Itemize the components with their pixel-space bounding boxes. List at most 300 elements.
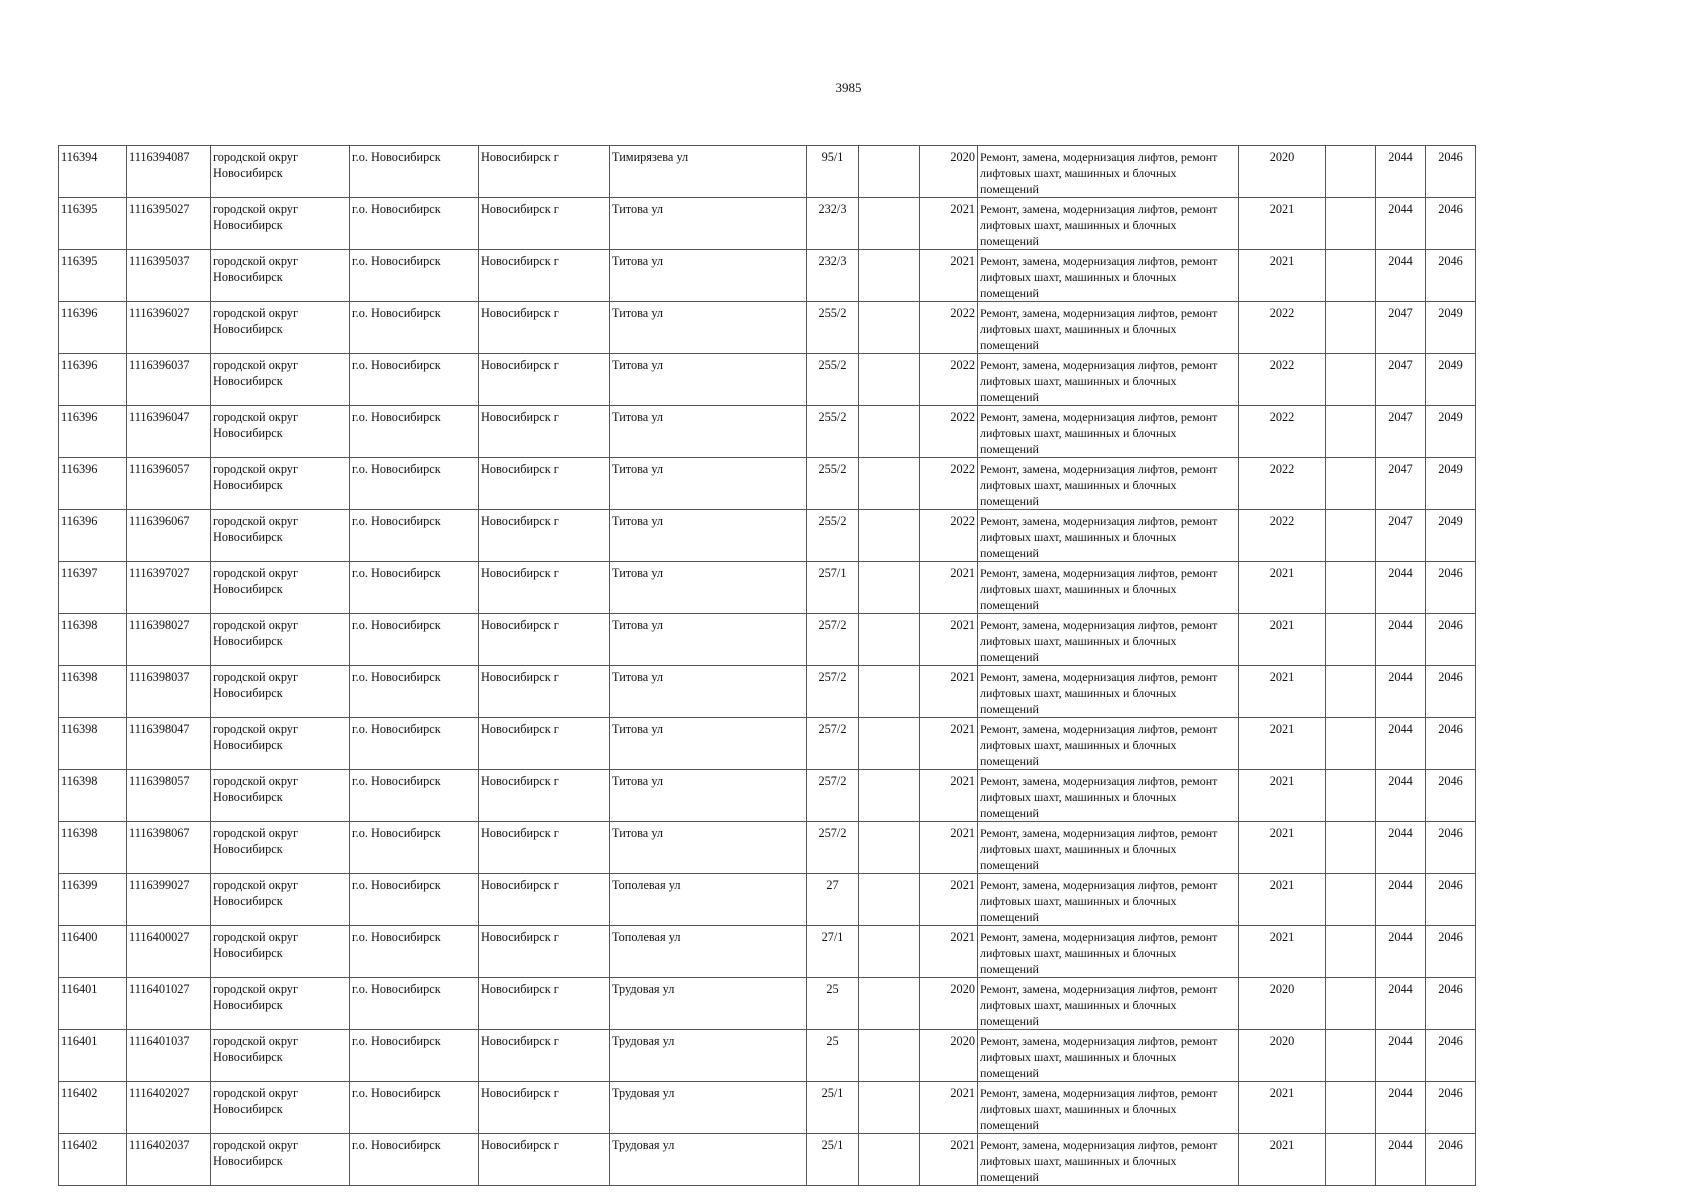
cell-district: городской округ Новосибирск: [211, 926, 350, 978]
cell-year-from: 2044: [1376, 1082, 1426, 1134]
cell-id: 116400: [59, 926, 127, 978]
cell-year: 2021: [920, 770, 978, 822]
cell-house-number: 27: [807, 874, 859, 926]
cell-year-to: 2046: [1426, 874, 1476, 926]
cell-id: 116397: [59, 562, 127, 614]
cell-house-number: 255/2: [807, 510, 859, 562]
cell-house-number: 25/1: [807, 1134, 859, 1186]
table-row: [59, 354, 1476, 406]
cell-settlement: Новосибирск г: [479, 926, 610, 978]
cell-year-to: 2049: [1426, 354, 1476, 406]
cell-settlement: Новосибирск г: [479, 666, 610, 718]
cell-work-type: Ремонт, замена, модернизация лифтов, ремонт лифтовых шахт, машинных и блочных помещений: [978, 354, 1239, 406]
cell-year-from: 2044: [1376, 250, 1426, 302]
cell-id: 116398: [59, 666, 127, 718]
cell-house-number: 95/1: [807, 146, 859, 198]
registry-table: [58, 145, 1476, 1186]
cell-district: городской округ Новосибирск: [211, 874, 350, 926]
table-row: [59, 146, 1476, 198]
cell-work-type: Ремонт, замена, модернизация лифтов, ремонт лифтовых шахт, машинных и блочных помещений: [978, 302, 1239, 354]
cell-municipality: г.о. Новосибирск: [350, 1134, 479, 1186]
cell-house-number: 25: [807, 1030, 859, 1082]
cell-code: 1116402027: [127, 1082, 211, 1134]
cell-street: Титова ул: [610, 562, 807, 614]
cell-blank: [859, 874, 920, 926]
cell-work-type: Ремонт, замена, модернизация лифтов, ремонт лифтовых шахт, машинных и блочных помещений: [978, 822, 1239, 874]
cell-code: 1116394087: [127, 146, 211, 198]
cell-municipality: г.о. Новосибирск: [350, 406, 479, 458]
cell-plan-year: 2021: [1239, 562, 1326, 614]
cell-municipality: г.о. Новосибирск: [350, 354, 479, 406]
cell-code: 1116398067: [127, 822, 211, 874]
cell-id: 116398: [59, 770, 127, 822]
cell-blank: [859, 614, 920, 666]
cell-settlement: Новосибирск г: [479, 146, 610, 198]
cell-plan-year: 2021: [1239, 1082, 1326, 1134]
cell-street: Трудовая ул: [610, 1134, 807, 1186]
cell-municipality: г.о. Новосибирск: [350, 250, 479, 302]
cell-year-to: 2046: [1426, 666, 1476, 718]
table-row: [59, 1134, 1476, 1186]
cell-house-number: 255/2: [807, 406, 859, 458]
cell-year-from: 2044: [1376, 874, 1426, 926]
cell-blank: [1326, 718, 1376, 770]
cell-settlement: Новосибирск г: [479, 458, 610, 510]
cell-year-from: 2044: [1376, 146, 1426, 198]
cell-street: Титова ул: [610, 198, 807, 250]
cell-year-from: 2044: [1376, 666, 1426, 718]
cell-year: 2022: [920, 458, 978, 510]
cell-district: городской округ Новосибирск: [211, 614, 350, 666]
cell-work-type: Ремонт, замена, модернизация лифтов, ремонт лифтовых шахт, машинных и блочных помещений: [978, 406, 1239, 458]
cell-blank: [859, 770, 920, 822]
cell-district: городской округ Новосибирск: [211, 1134, 350, 1186]
cell-year: 2021: [920, 1134, 978, 1186]
cell-year-to: 2046: [1426, 822, 1476, 874]
table-row: [59, 666, 1476, 718]
cell-blank: [1326, 978, 1376, 1030]
cell-street: Тополевая ул: [610, 874, 807, 926]
cell-settlement: Новосибирск г: [479, 874, 610, 926]
cell-work-type: Ремонт, замена, модернизация лифтов, ремонт лифтовых шахт, машинных и блочных помещений: [978, 614, 1239, 666]
cell-id: 116401: [59, 978, 127, 1030]
cell-plan-year: 2022: [1239, 458, 1326, 510]
cell-code: 1116399027: [127, 874, 211, 926]
cell-year: 2021: [920, 926, 978, 978]
cell-year-from: 2047: [1376, 354, 1426, 406]
cell-blank: [1326, 562, 1376, 614]
cell-house-number: 27/1: [807, 926, 859, 978]
cell-blank: [1326, 1030, 1376, 1082]
cell-municipality: г.о. Новосибирск: [350, 978, 479, 1030]
table-row: [59, 770, 1476, 822]
cell-year-from: 2047: [1376, 510, 1426, 562]
cell-settlement: Новосибирск г: [479, 822, 610, 874]
cell-year-from: 2044: [1376, 198, 1426, 250]
cell-blank: [1326, 1134, 1376, 1186]
cell-street: Титова ул: [610, 510, 807, 562]
cell-year-to: 2046: [1426, 250, 1476, 302]
cell-house-number: 257/1: [807, 562, 859, 614]
cell-house-number: 255/2: [807, 302, 859, 354]
cell-year-from: 2047: [1376, 406, 1426, 458]
cell-house-number: 257/2: [807, 614, 859, 666]
cell-street: Трудовая ул: [610, 978, 807, 1030]
cell-plan-year: 2021: [1239, 666, 1326, 718]
page-number: 3985: [835, 80, 862, 95]
cell-year-from: 2044: [1376, 718, 1426, 770]
cell-plan-year: 2021: [1239, 198, 1326, 250]
table-row: [59, 874, 1476, 926]
cell-code: 1116396047: [127, 406, 211, 458]
cell-settlement: Новосибирск г: [479, 250, 610, 302]
cell-year: 2022: [920, 302, 978, 354]
cell-municipality: г.о. Новосибирск: [350, 198, 479, 250]
cell-district: городской округ Новосибирск: [211, 770, 350, 822]
cell-id: 116401: [59, 1030, 127, 1082]
cell-settlement: Новосибирск г: [479, 614, 610, 666]
cell-year: 2022: [920, 510, 978, 562]
cell-municipality: г.о. Новосибирск: [350, 302, 479, 354]
cell-year-to: 2046: [1426, 198, 1476, 250]
cell-year: 2021: [920, 250, 978, 302]
cell-year: 2021: [920, 666, 978, 718]
cell-code: 1116402037: [127, 1134, 211, 1186]
cell-code: 1116398047: [127, 718, 211, 770]
cell-settlement: Новосибирск г: [479, 354, 610, 406]
cell-settlement: Новосибирск г: [479, 302, 610, 354]
cell-blank: [1326, 458, 1376, 510]
cell-year: 2020: [920, 1030, 978, 1082]
cell-plan-year: 2021: [1239, 718, 1326, 770]
cell-plan-year: 2021: [1239, 822, 1326, 874]
cell-blank: [1326, 614, 1376, 666]
cell-district: городской округ Новосибирск: [211, 458, 350, 510]
cell-blank: [859, 822, 920, 874]
cell-blank: [1326, 770, 1376, 822]
table-row: [59, 614, 1476, 666]
cell-blank: [1326, 354, 1376, 406]
cell-blank: [1326, 510, 1376, 562]
cell-district: городской округ Новосибирск: [211, 406, 350, 458]
cell-year-to: 2049: [1426, 302, 1476, 354]
table-row: [59, 406, 1476, 458]
cell-house-number: 257/2: [807, 666, 859, 718]
cell-work-type: Ремонт, замена, модернизация лифтов, ремонт лифтовых шахт, машинных и блочных помещений: [978, 718, 1239, 770]
cell-municipality: г.о. Новосибирск: [350, 562, 479, 614]
cell-plan-year: 2022: [1239, 302, 1326, 354]
cell-blank: [859, 666, 920, 718]
cell-code: 1116398057: [127, 770, 211, 822]
table-row: [59, 926, 1476, 978]
cell-street: Титова ул: [610, 458, 807, 510]
cell-municipality: г.о. Новосибирск: [350, 614, 479, 666]
cell-municipality: г.о. Новосибирск: [350, 458, 479, 510]
cell-year-from: 2047: [1376, 458, 1426, 510]
cell-code: 1116397027: [127, 562, 211, 614]
cell-street: Титова ул: [610, 302, 807, 354]
cell-house-number: 257/2: [807, 718, 859, 770]
cell-blank: [1326, 302, 1376, 354]
cell-year: 2021: [920, 562, 978, 614]
cell-year-from: 2044: [1376, 978, 1426, 1030]
table-row: [59, 1082, 1476, 1134]
table-row: [59, 822, 1476, 874]
cell-plan-year: 2022: [1239, 354, 1326, 406]
cell-code: 1116396037: [127, 354, 211, 406]
cell-id: 116396: [59, 510, 127, 562]
cell-plan-year: 2021: [1239, 770, 1326, 822]
cell-house-number: 255/2: [807, 458, 859, 510]
cell-municipality: г.о. Новосибирск: [350, 822, 479, 874]
cell-year: 2021: [920, 718, 978, 770]
cell-work-type: Ремонт, замена, модернизация лифтов, ремонт лифтовых шахт, машинных и блочных помещений: [978, 926, 1239, 978]
cell-work-type: Ремонт, замена, модернизация лифтов, ремонт лифтовых шахт, машинных и блочных помещений: [978, 510, 1239, 562]
cell-municipality: г.о. Новосибирск: [350, 146, 479, 198]
cell-year-to: 2046: [1426, 978, 1476, 1030]
cell-year-to: 2049: [1426, 510, 1476, 562]
cell-house-number: 232/3: [807, 250, 859, 302]
cell-id: 116402: [59, 1134, 127, 1186]
cell-settlement: Новосибирск г: [479, 1134, 610, 1186]
cell-year: 2021: [920, 1082, 978, 1134]
cell-street: Трудовая ул: [610, 1082, 807, 1134]
cell-code: 1116396067: [127, 510, 211, 562]
cell-year: 2020: [920, 146, 978, 198]
cell-code: 1116398027: [127, 614, 211, 666]
cell-plan-year: 2021: [1239, 250, 1326, 302]
cell-year: 2021: [920, 874, 978, 926]
cell-year: 2021: [920, 614, 978, 666]
cell-id: 116398: [59, 822, 127, 874]
cell-house-number: 255/2: [807, 354, 859, 406]
cell-blank: [859, 510, 920, 562]
cell-year-from: 2044: [1376, 562, 1426, 614]
table-row: [59, 302, 1476, 354]
cell-id: 116395: [59, 250, 127, 302]
cell-work-type: Ремонт, замена, модернизация лифтов, ремонт лифтовых шахт, машинных и блочных помещений: [978, 146, 1239, 198]
cell-municipality: г.о. Новосибирск: [350, 926, 479, 978]
cell-work-type: Ремонт, замена, модернизация лифтов, ремонт лифтовых шахт, машинных и блочных помещений: [978, 198, 1239, 250]
cell-year-from: 2044: [1376, 822, 1426, 874]
cell-district: городской округ Новосибирск: [211, 354, 350, 406]
cell-blank: [1326, 822, 1376, 874]
cell-blank: [859, 406, 920, 458]
cell-work-type: Ремонт, замена, модернизация лифтов, ремонт лифтовых шахт, машинных и блочных помещений: [978, 1082, 1239, 1134]
cell-id: 116395: [59, 198, 127, 250]
cell-street: Титова ул: [610, 666, 807, 718]
cell-district: городской округ Новосибирск: [211, 146, 350, 198]
cell-street: Титова ул: [610, 718, 807, 770]
cell-year: 2022: [920, 406, 978, 458]
cell-municipality: г.о. Новосибирск: [350, 510, 479, 562]
cell-settlement: Новосибирск г: [479, 978, 610, 1030]
cell-blank: [859, 458, 920, 510]
cell-plan-year: 2020: [1239, 146, 1326, 198]
cell-blank: [1326, 926, 1376, 978]
cell-municipality: г.о. Новосибирск: [350, 666, 479, 718]
cell-id: 116396: [59, 302, 127, 354]
cell-code: 1116396057: [127, 458, 211, 510]
cell-year-to: 2046: [1426, 1030, 1476, 1082]
table-row: [59, 718, 1476, 770]
cell-blank: [1326, 406, 1376, 458]
cell-house-number: 257/2: [807, 770, 859, 822]
cell-id: 116398: [59, 614, 127, 666]
cell-work-type: Ремонт, замена, модернизация лифтов, ремонт лифтовых шахт, машинных и блочных помещений: [978, 458, 1239, 510]
cell-blank: [859, 354, 920, 406]
cell-year-from: 2047: [1376, 302, 1426, 354]
cell-year-to: 2046: [1426, 718, 1476, 770]
cell-street: Титова ул: [610, 250, 807, 302]
cell-blank: [859, 250, 920, 302]
cell-municipality: г.о. Новосибирск: [350, 874, 479, 926]
cell-year: 2020: [920, 978, 978, 1030]
cell-code: 1116398037: [127, 666, 211, 718]
cell-blank: [859, 1134, 920, 1186]
cell-house-number: 232/3: [807, 198, 859, 250]
cell-district: городской округ Новосибирск: [211, 302, 350, 354]
cell-district: городской округ Новосибирск: [211, 562, 350, 614]
table-row: [59, 198, 1476, 250]
cell-street: Титова ул: [610, 822, 807, 874]
cell-settlement: Новосибирск г: [479, 562, 610, 614]
cell-code: 1116395027: [127, 198, 211, 250]
cell-street: Титова ул: [610, 354, 807, 406]
cell-work-type: Ремонт, замена, модернизация лифтов, ремонт лифтовых шахт, машинных и блочных помещений: [978, 250, 1239, 302]
cell-district: городской округ Новосибирск: [211, 510, 350, 562]
cell-id: 116402: [59, 1082, 127, 1134]
cell-district: городской округ Новосибирск: [211, 666, 350, 718]
table-row: [59, 458, 1476, 510]
cell-id: 116396: [59, 354, 127, 406]
cell-year-to: 2046: [1426, 926, 1476, 978]
table-row: [59, 1030, 1476, 1082]
cell-code: 1116396027: [127, 302, 211, 354]
cell-year-from: 2044: [1376, 614, 1426, 666]
cell-year-to: 2046: [1426, 562, 1476, 614]
cell-municipality: г.о. Новосибирск: [350, 718, 479, 770]
cell-blank: [859, 926, 920, 978]
cell-work-type: Ремонт, замена, модернизация лифтов, ремонт лифтовых шахт, машинных и блочных помещений: [978, 1134, 1239, 1186]
cell-district: городской округ Новосибирск: [211, 822, 350, 874]
cell-work-type: Ремонт, замена, модернизация лифтов, ремонт лифтовых шахт, машинных и блочных помещений: [978, 978, 1239, 1030]
cell-code: 1116401027: [127, 978, 211, 1030]
registry-body: [59, 146, 1476, 1186]
cell-blank: [859, 718, 920, 770]
cell-blank: [859, 978, 920, 1030]
cell-year-to: 2046: [1426, 1134, 1476, 1186]
cell-street: Титова ул: [610, 406, 807, 458]
cell-blank: [1326, 250, 1376, 302]
cell-blank: [859, 1082, 920, 1134]
cell-district: городской округ Новосибирск: [211, 1082, 350, 1134]
cell-year-to: 2046: [1426, 1082, 1476, 1134]
cell-work-type: Ремонт, замена, модернизация лифтов, ремонт лифтовых шахт, машинных и блочных помещений: [978, 874, 1239, 926]
cell-settlement: Новосибирск г: [479, 1082, 610, 1134]
cell-plan-year: 2021: [1239, 614, 1326, 666]
cell-district: городской округ Новосибирск: [211, 1030, 350, 1082]
cell-year-to: 2049: [1426, 458, 1476, 510]
cell-street: Титова ул: [610, 614, 807, 666]
cell-id: 116394: [59, 146, 127, 198]
cell-code: 1116401037: [127, 1030, 211, 1082]
cell-blank: [1326, 666, 1376, 718]
cell-year: 2021: [920, 822, 978, 874]
cell-blank: [859, 562, 920, 614]
cell-year-to: 2046: [1426, 614, 1476, 666]
cell-house-number: 25: [807, 978, 859, 1030]
table-row: [59, 562, 1476, 614]
cell-work-type: Ремонт, замена, модернизация лифтов, ремонт лифтовых шахт, машинных и блочных помещений: [978, 562, 1239, 614]
cell-id: 116399: [59, 874, 127, 926]
cell-street: Тополевая ул: [610, 926, 807, 978]
cell-year-from: 2044: [1376, 1030, 1426, 1082]
table-row: [59, 978, 1476, 1030]
cell-municipality: г.о. Новосибирск: [350, 770, 479, 822]
cell-settlement: Новосибирск г: [479, 510, 610, 562]
cell-settlement: Новосибирск г: [479, 198, 610, 250]
cell-year-from: 2044: [1376, 926, 1426, 978]
cell-municipality: г.о. Новосибирск: [350, 1082, 479, 1134]
cell-blank: [1326, 146, 1376, 198]
cell-year-to: 2046: [1426, 146, 1476, 198]
table-row: [59, 250, 1476, 302]
cell-plan-year: 2022: [1239, 510, 1326, 562]
cell-work-type: Ремонт, замена, модернизация лифтов, ремонт лифтовых шахт, машинных и блочных помещений: [978, 666, 1239, 718]
cell-street: Титова ул: [610, 770, 807, 822]
cell-blank: [859, 302, 920, 354]
cell-house-number: 257/2: [807, 822, 859, 874]
cell-settlement: Новосибирск г: [479, 718, 610, 770]
cell-year-to: 2049: [1426, 406, 1476, 458]
cell-district: городской округ Новосибирск: [211, 250, 350, 302]
cell-year: 2021: [920, 198, 978, 250]
cell-blank: [859, 146, 920, 198]
cell-year-from: 2044: [1376, 1134, 1426, 1186]
cell-code: 1116400027: [127, 926, 211, 978]
cell-street: Трудовая ул: [610, 1030, 807, 1082]
cell-district: городской округ Новосибирск: [211, 978, 350, 1030]
cell-plan-year: 2021: [1239, 874, 1326, 926]
cell-settlement: Новосибирск г: [479, 770, 610, 822]
cell-work-type: Ремонт, замена, модернизация лифтов, ремонт лифтовых шахт, машинных и блочных помещений: [978, 770, 1239, 822]
table-row: [59, 510, 1476, 562]
cell-blank: [859, 198, 920, 250]
cell-plan-year: 2021: [1239, 926, 1326, 978]
cell-id: 116398: [59, 718, 127, 770]
cell-blank: [859, 1030, 920, 1082]
cell-id: 116396: [59, 458, 127, 510]
cell-district: городской округ Новосибирск: [211, 198, 350, 250]
cell-blank: [1326, 874, 1376, 926]
cell-code: 1116395037: [127, 250, 211, 302]
cell-plan-year: 2020: [1239, 978, 1326, 1030]
cell-plan-year: 2020: [1239, 1030, 1326, 1082]
cell-blank: [1326, 1082, 1376, 1134]
cell-settlement: Новосибирск г: [479, 1030, 610, 1082]
cell-street: Тимирязева ул: [610, 146, 807, 198]
cell-year-to: 2046: [1426, 770, 1476, 822]
cell-district: городской округ Новосибирск: [211, 718, 350, 770]
cell-id: 116396: [59, 406, 127, 458]
cell-blank: [1326, 198, 1376, 250]
cell-work-type: Ремонт, замена, модернизация лифтов, ремонт лифтовых шахт, машинных и блочных помещений: [978, 1030, 1239, 1082]
cell-year-from: 2044: [1376, 770, 1426, 822]
cell-house-number: 25/1: [807, 1082, 859, 1134]
cell-year: 2022: [920, 354, 978, 406]
cell-municipality: г.о. Новосибирск: [350, 1030, 479, 1082]
